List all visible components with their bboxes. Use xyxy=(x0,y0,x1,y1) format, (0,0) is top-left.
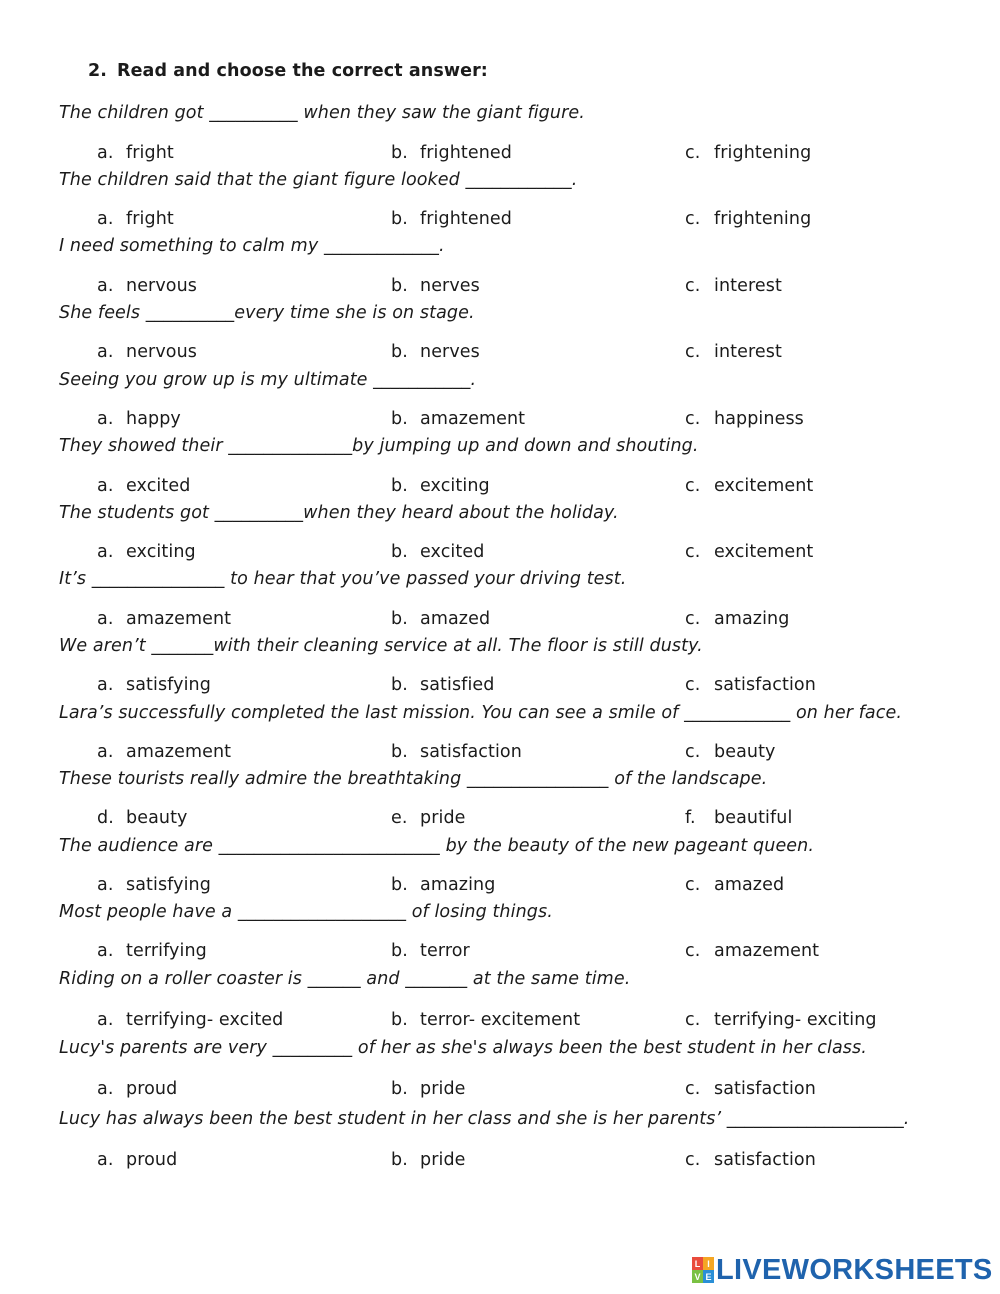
option-letter: c. xyxy=(685,941,701,961)
answer-options xyxy=(0,675,1000,699)
option-text: nervous xyxy=(126,342,198,362)
option-letter: c. xyxy=(685,1079,701,1099)
option-text: fright xyxy=(126,143,174,163)
option-text: excitement xyxy=(714,476,814,496)
answer-option[interactable] xyxy=(685,209,811,229)
question-text: These tourists really admire the breathtaking ________________ of the landscape. xyxy=(59,769,768,789)
option-letter: a. xyxy=(97,542,114,562)
option-letter: c. xyxy=(685,742,701,762)
option-text: nerves xyxy=(420,342,480,362)
option-letter: a. xyxy=(97,342,114,362)
answer-options xyxy=(0,1079,1000,1103)
option-letter: a. xyxy=(97,1150,114,1170)
logo-badge-letter: E xyxy=(703,1270,714,1283)
option-letter: b. xyxy=(391,875,408,895)
option-letter: b. xyxy=(391,1079,408,1099)
answer-options xyxy=(0,1010,1000,1034)
option-text: terrifying- exciting xyxy=(714,1010,877,1030)
option-letter: f. xyxy=(685,808,696,828)
option-letter: c. xyxy=(685,1150,701,1170)
answer-option[interactable] xyxy=(391,609,490,629)
answer-option[interactable] xyxy=(97,875,211,895)
logo-badge-letter: L xyxy=(692,1257,703,1270)
answer-option[interactable] xyxy=(391,1010,580,1030)
answer-option[interactable] xyxy=(685,875,784,895)
answer-option[interactable] xyxy=(391,808,466,828)
option-text: satisfying xyxy=(126,675,211,695)
option-text: happy xyxy=(126,409,181,429)
option-text: nervous xyxy=(126,276,198,296)
option-text: amazed xyxy=(420,609,491,629)
question-text: We aren’t _______with their cleaning service at all. The floor is still dusty. xyxy=(59,636,703,656)
answer-option[interactable] xyxy=(97,941,207,961)
option-text: frightened xyxy=(420,143,513,163)
answer-option[interactable] xyxy=(685,542,813,562)
logo-text: LIVEWORKSHEETS xyxy=(716,1253,993,1286)
answer-option[interactable] xyxy=(97,276,197,296)
option-letter: b. xyxy=(391,675,408,695)
option-text: amazed xyxy=(714,875,785,895)
answer-options xyxy=(0,409,1000,433)
exercise-number: 2. xyxy=(88,61,108,81)
option-text: terrifying- excited xyxy=(126,1010,284,1030)
answer-option[interactable] xyxy=(685,276,782,296)
answer-option[interactable] xyxy=(97,542,196,562)
option-letter: c. xyxy=(685,143,701,163)
option-letter: a. xyxy=(97,1010,114,1030)
answer-option[interactable] xyxy=(685,742,776,762)
option-text: frightened xyxy=(420,209,513,229)
option-letter: a. xyxy=(97,742,114,762)
question-text: I need something to calm my _____________. xyxy=(59,236,445,256)
answer-option[interactable] xyxy=(685,409,804,429)
question-text: Seeing you grow up is my ultimate ___________. xyxy=(59,370,477,390)
logo-badge-icon xyxy=(692,1257,714,1283)
option-letter: b. xyxy=(391,609,408,629)
question-text: The students got __________when they heard about the holiday. xyxy=(59,503,619,523)
answer-options xyxy=(0,808,1000,832)
answer-option[interactable] xyxy=(391,675,494,695)
option-letter: c. xyxy=(685,409,701,429)
answer-option[interactable] xyxy=(685,808,792,828)
option-letter: c. xyxy=(685,875,701,895)
question-text: Lucy's parents are very _________ of her as she's always been the best student in her class. xyxy=(59,1038,867,1058)
option-letter: b. xyxy=(391,143,408,163)
answer-option[interactable] xyxy=(685,675,816,695)
answer-options xyxy=(0,209,1000,233)
option-text: terrifying xyxy=(126,941,207,961)
option-text: amazing xyxy=(420,875,496,895)
question-text: They showed their ______________by jumping up and down and shouting. xyxy=(59,436,699,456)
answer-options xyxy=(0,342,1000,366)
question-text: The children got __________ when they saw the giant figure. xyxy=(59,103,585,123)
answer-option[interactable] xyxy=(391,1079,466,1099)
option-letter: a. xyxy=(97,875,114,895)
option-text: satisfaction xyxy=(714,1150,816,1170)
option-letter: a. xyxy=(97,209,114,229)
option-letter: b. xyxy=(391,476,408,496)
option-text: frightening xyxy=(714,209,812,229)
answer-option[interactable] xyxy=(97,675,211,695)
option-text: nerves xyxy=(420,276,480,296)
option-letter: b. xyxy=(391,342,408,362)
question-text: Most people have a ___________________ of losing things. xyxy=(59,902,553,922)
answer-option[interactable] xyxy=(685,1079,816,1099)
answer-options xyxy=(0,476,1000,500)
option-letter: c. xyxy=(685,609,701,629)
answer-option[interactable] xyxy=(391,1150,466,1170)
option-text: excited xyxy=(420,542,485,562)
answer-option[interactable] xyxy=(97,1010,283,1030)
answer-option[interactable] xyxy=(391,276,480,296)
answer-option[interactable] xyxy=(685,609,789,629)
option-letter: c. xyxy=(685,675,701,695)
option-text: beautiful xyxy=(714,808,793,828)
option-letter: a. xyxy=(97,675,114,695)
option-letter: a. xyxy=(97,409,114,429)
option-text: amazing xyxy=(714,609,790,629)
option-letter: e. xyxy=(391,808,408,828)
option-text: pride xyxy=(420,1150,466,1170)
option-text: beauty xyxy=(126,808,188,828)
option-letter: a. xyxy=(97,941,114,961)
option-letter: c. xyxy=(685,542,701,562)
exercise-heading xyxy=(88,61,488,81)
logo-badge-letter: V xyxy=(692,1270,703,1283)
answer-option[interactable] xyxy=(685,1150,816,1170)
option-text: pride xyxy=(420,808,466,828)
option-letter: a. xyxy=(97,609,114,629)
option-letter: b. xyxy=(391,276,408,296)
answer-option[interactable] xyxy=(685,1010,877,1030)
option-text: frightening xyxy=(714,143,812,163)
answer-option[interactable] xyxy=(97,808,188,828)
answer-option[interactable] xyxy=(685,342,782,362)
answer-option[interactable] xyxy=(97,1150,177,1170)
answer-option[interactable] xyxy=(391,542,484,562)
answer-option[interactable] xyxy=(391,209,512,229)
option-text: fright xyxy=(126,209,174,229)
option-text: satisfaction xyxy=(714,675,816,695)
option-text: interest xyxy=(714,276,782,296)
option-text: terror xyxy=(420,941,470,961)
option-text: satisfaction xyxy=(714,1079,816,1099)
answer-options xyxy=(0,875,1000,899)
option-text: satisfied xyxy=(420,675,495,695)
option-letter: b. xyxy=(391,209,408,229)
option-text: proud xyxy=(126,1079,178,1099)
option-letter: c. xyxy=(685,209,701,229)
option-text: amazement xyxy=(714,941,820,961)
question-text: Lara’s successfully completed the last mission. You can see a smile of ____________ on her face. xyxy=(59,703,902,723)
answer-option[interactable] xyxy=(97,742,231,762)
answer-option[interactable] xyxy=(97,209,174,229)
option-letter: b. xyxy=(391,1150,408,1170)
option-letter: a. xyxy=(97,476,114,496)
option-text: satisfying xyxy=(126,875,211,895)
answer-option[interactable] xyxy=(391,143,512,163)
logo-badge-letter: I xyxy=(703,1257,714,1270)
option-letter: a. xyxy=(97,143,114,163)
answer-option[interactable] xyxy=(97,143,174,163)
answer-option[interactable] xyxy=(97,1079,177,1099)
answer-options xyxy=(0,143,1000,167)
question-text: Lucy has always been the best student in her class and she is her parents’ ____________________. xyxy=(59,1109,910,1129)
answer-option[interactable] xyxy=(97,409,181,429)
answer-option[interactable] xyxy=(685,476,813,496)
option-text: amazement xyxy=(126,609,232,629)
answer-option[interactable] xyxy=(97,476,190,496)
answer-option[interactable] xyxy=(391,476,490,496)
answer-options xyxy=(0,1150,1000,1174)
liveworksheets-logo xyxy=(692,1254,993,1286)
option-text: amazement xyxy=(126,742,232,762)
option-text: satisfaction xyxy=(420,742,522,762)
answer-option[interactable] xyxy=(391,409,525,429)
option-text: interest xyxy=(714,342,782,362)
answer-option[interactable] xyxy=(685,143,811,163)
option-text: pride xyxy=(420,1079,466,1099)
option-letter: c. xyxy=(685,476,701,496)
option-letter: c. xyxy=(685,276,701,296)
answer-options xyxy=(0,276,1000,300)
option-letter: b. xyxy=(391,742,408,762)
option-letter: d. xyxy=(97,808,114,828)
option-letter: b. xyxy=(391,542,408,562)
option-text: excited xyxy=(126,476,191,496)
option-letter: c. xyxy=(685,342,701,362)
question-text: It’s _______________ to hear that you’ve passed your driving test. xyxy=(59,569,627,589)
option-text: amazement xyxy=(420,409,526,429)
option-text: happiness xyxy=(714,409,804,429)
option-text: excitement xyxy=(714,542,814,562)
option-letter: a. xyxy=(97,1079,114,1099)
option-letter: c. xyxy=(685,1010,701,1030)
option-letter: b. xyxy=(391,1010,408,1030)
option-text: exciting xyxy=(126,542,196,562)
answer-option[interactable] xyxy=(391,342,480,362)
option-text: proud xyxy=(126,1150,178,1170)
question-text: Riding on a roller coaster is ______ and _______ at the same time. xyxy=(59,969,631,989)
answer-options xyxy=(0,742,1000,766)
question-text: The audience are _________________________ by the beauty of the new pageant queen. xyxy=(59,836,815,856)
option-letter: b. xyxy=(391,941,408,961)
answer-option[interactable] xyxy=(391,742,522,762)
answer-options xyxy=(0,941,1000,965)
answer-option[interactable] xyxy=(97,609,231,629)
option-text: beauty xyxy=(714,742,776,762)
answer-option[interactable] xyxy=(391,941,470,961)
answer-option[interactable] xyxy=(97,342,197,362)
question-text: The children said that the giant figure looked ____________. xyxy=(59,170,578,190)
option-letter: a. xyxy=(97,276,114,296)
question-text: She feels __________every time she is on stage. xyxy=(59,303,475,323)
answer-options xyxy=(0,609,1000,633)
option-text: terror- excitement xyxy=(420,1010,581,1030)
exercise-instruction: Read and choose the correct answer: xyxy=(117,61,488,81)
option-letter: b. xyxy=(391,409,408,429)
answer-option[interactable] xyxy=(685,941,819,961)
answer-option[interactable] xyxy=(391,875,495,895)
answer-options xyxy=(0,542,1000,566)
option-text: exciting xyxy=(420,476,490,496)
